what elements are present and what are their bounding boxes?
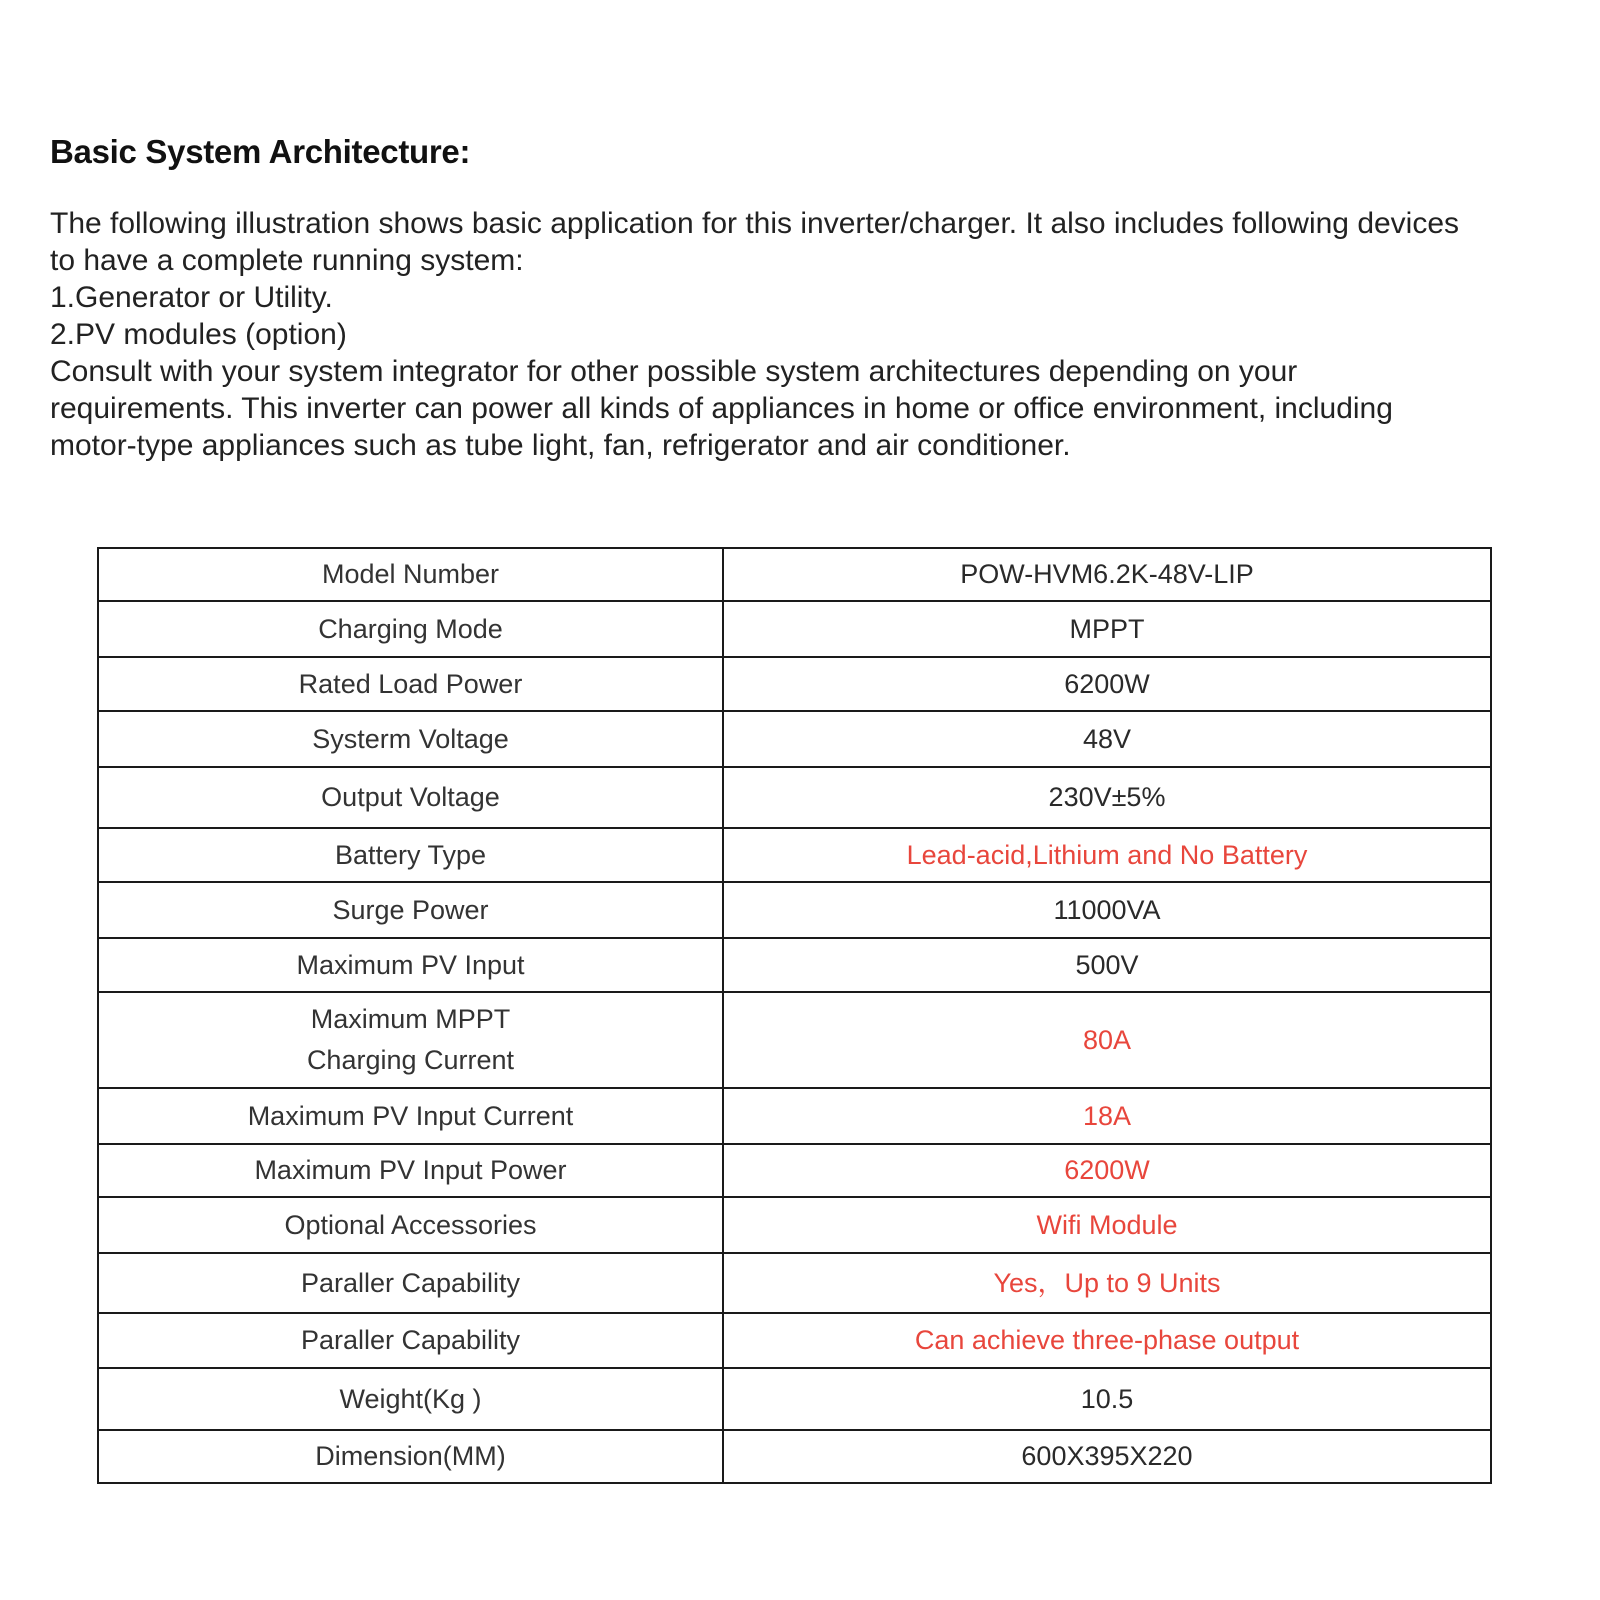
spec-value: Can achieve three-phase output [723, 1313, 1491, 1368]
table-row [98, 711, 1491, 767]
spec-value: 6200W [723, 657, 1491, 711]
spec-value: 6200W [723, 1144, 1491, 1197]
spec-label: Battery Type [98, 828, 723, 882]
spec-label: Maximum PV Input Current [98, 1088, 723, 1144]
table-row [98, 1313, 1491, 1368]
spec-label: Systerm Voltage [98, 711, 723, 767]
spec-label: Dimension(MM) [98, 1430, 723, 1483]
spec-label: Paraller Capability [98, 1253, 723, 1313]
spec-value: Wifi Module [723, 1197, 1491, 1253]
table-row [98, 601, 1491, 657]
intro-line: requirements. This inverter can power all kinds of appliances in home or office environment, including [50, 392, 1393, 425]
spec-label: Output Voltage [98, 767, 723, 828]
spec-value: 10.5 [723, 1368, 1491, 1430]
table-row [98, 1144, 1491, 1197]
table-row [98, 1253, 1491, 1313]
table-row [98, 938, 1491, 992]
table-row [98, 767, 1491, 828]
spec-label: Maximum PV Input [98, 938, 723, 992]
table-row [98, 1368, 1491, 1430]
table-row [98, 882, 1491, 938]
spec-label-line: Maximum MPPT [310, 1004, 511, 1034]
table-row [98, 1197, 1491, 1253]
spec-value: 600X395X220 [723, 1430, 1491, 1483]
table-row [98, 1088, 1491, 1144]
table-row [98, 548, 1491, 601]
spec-value: 80A [723, 992, 1491, 1088]
table-row [98, 828, 1491, 882]
spec-table [97, 547, 1492, 1484]
page-title: Basic System Architecture: [50, 133, 471, 170]
table-row [98, 1430, 1491, 1483]
spec-label: Optional Accessories [98, 1197, 723, 1253]
intro-line: motor-type appliances such as tube light, fan, refrigerator and air conditioner. [50, 429, 1071, 462]
spec-label: Paraller Capability [98, 1313, 723, 1368]
table-row [98, 657, 1491, 711]
intro-line: to have a complete running system: [50, 244, 524, 277]
spec-value: Yes，Up to 9 Units [723, 1253, 1491, 1313]
spec-label: Model Number [98, 548, 723, 601]
spec-value: 230V±5% [723, 767, 1491, 828]
spec-value: 48V [723, 711, 1491, 767]
intro-line: The following illustration shows basic application for this inverter/charger. It also includes following devices [50, 207, 1460, 240]
intro-line: Consult with your system integrator for other possible system architectures depending on your [50, 355, 1298, 388]
spec-label: Weight(Kg ) [98, 1368, 723, 1430]
spec-label [98, 992, 723, 1088]
intro-paragraph [50, 205, 1598, 464]
spec-label-line: Charging Current [306, 1045, 515, 1075]
spec-value: 500V [723, 938, 1491, 992]
spec-value: MPPT [723, 601, 1491, 657]
intro-list-item-generator: 1.Generator or Utility. [50, 281, 333, 314]
spec-value: Lead-acid,Lithium and No Battery [723, 828, 1491, 882]
intro-list-item-pv-modules: 2.PV modules (option) [50, 318, 347, 351]
spec-value: POW-HVM6.2K-48V-LIP [723, 548, 1491, 601]
spec-label: Rated Load Power [98, 657, 723, 711]
spec-label: Surge Power [98, 882, 723, 938]
table-row [98, 992, 1491, 1088]
spec-value: 18A [723, 1088, 1491, 1144]
spec-value: 11000VA [723, 882, 1491, 938]
spec-label: Maximum PV Input Power [98, 1144, 723, 1197]
spec-label: Charging Mode [98, 601, 723, 657]
